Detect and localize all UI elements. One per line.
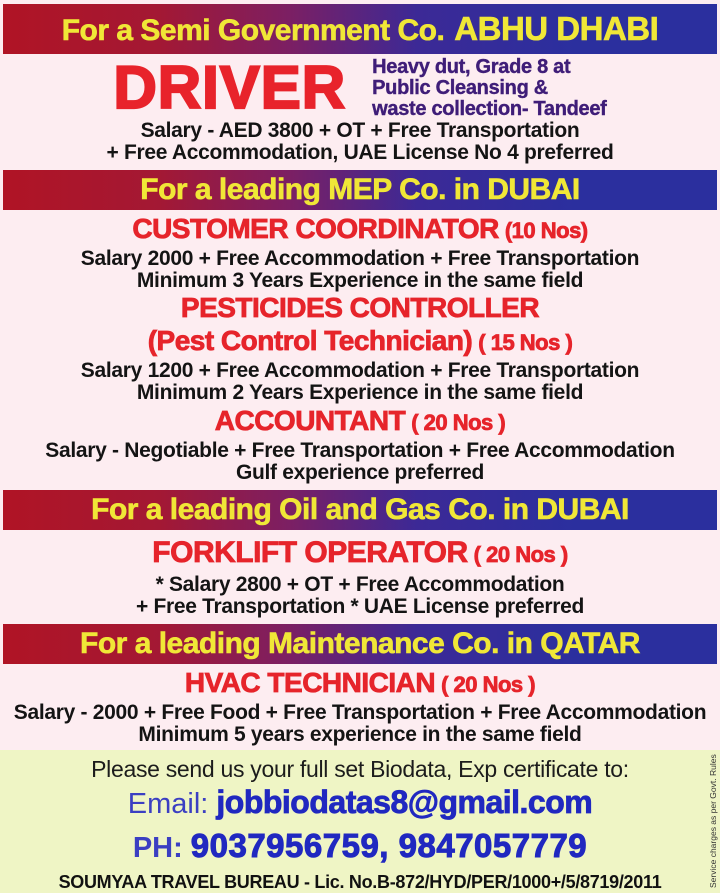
job-detail-line: Salary 2000 + Free Accommodation + Free Transportation <box>80 247 640 270</box>
banner-highlight-city: ABHU DHABI <box>454 10 659 47</box>
phone-label: PH: <box>132 832 183 864</box>
driver-job-header <box>0 54 720 121</box>
job-title-forklift-operator <box>0 534 720 574</box>
driver-detail-line: Salary - AED 3800 + OT + Free Transportation <box>140 119 580 142</box>
job-detail-line: Minimum 3 Years Experience in the same field <box>136 269 584 292</box>
contact-intro-text: Please send us your full set Biodata, Exp certificate to: <box>91 756 629 782</box>
job-name: FORKLIFT OPERATOR <box>152 536 468 569</box>
job-detail-line: Salary - 2000 + Free Food + Free Transportation + Free Accommodation <box>13 701 707 724</box>
email-line <box>0 783 720 828</box>
job-detail-line: + Free Transportation * UAE License preferred <box>135 595 585 618</box>
banner-text: For a Semi Government Co. <box>61 14 445 47</box>
job-detail-line: Salary 1200 + Free Accommodation + Free Transportation <box>80 359 640 382</box>
driver-subtitle-line: Heavy dut, Grade 8 at <box>372 55 571 78</box>
driver-subtitle-line: waste collection- Tandeef <box>372 97 607 120</box>
email-label: Email: <box>127 788 209 820</box>
job-subtitle-pest-control <box>0 324 720 360</box>
job-title-driver: DRIVER <box>113 54 347 121</box>
job-name: ACCOUNTANT <box>214 405 406 436</box>
phone-numbers: 9037956759, 9847057779 <box>190 827 588 864</box>
job-detail-line: Minimum 5 years experience in the same field <box>138 723 582 746</box>
job-subname: (Pest Control Technician) <box>147 325 473 356</box>
job-title-customer-coordinator <box>0 212 720 248</box>
email-address: jobbiodatas8@gmail.com <box>216 784 593 820</box>
job-name: CUSTOMER COORDINATOR <box>132 213 499 244</box>
job-detail-line: Salary - Negotiable + Free Transportation + Free Accommodation <box>45 439 675 462</box>
contact-footer <box>0 750 720 893</box>
job-detail-line: * Salary 2800 + OT + Free Accommodation <box>155 573 565 596</box>
company-banner-oil-gas-dubai: For a leading Oil and Gas Co. in DUBAI <box>3 490 717 530</box>
job-count: ( 15 Nos ) <box>478 330 573 355</box>
company-banner-maintenance-qatar: For a leading Maintenance Co. in QATAR <box>3 624 717 664</box>
job-detail-line: Minimum 2 Years Experience in the same field <box>136 381 584 404</box>
job-detail-line: Gulf experience preferred <box>235 461 485 484</box>
agency-license-text: SOUMYAA TRAVEL BUREAU - Lic. No.B-872/HYD/PER/1000+/5/8719/2011 <box>58 872 662 892</box>
job-title-accountant <box>0 404 720 440</box>
driver-detail-line: + Free Accommodation, UAE License No 4 preferred <box>106 141 614 164</box>
driver-subtitle-line: Public Cleansing & <box>372 76 548 99</box>
job-count: (10 Nos) <box>504 218 588 243</box>
job-count: ( 20 Nos ) <box>441 672 536 697</box>
driver-subtitle <box>372 57 606 120</box>
job-title-hvac-technician <box>0 666 720 702</box>
job-name: HVAC TECHNICIAN <box>184 667 436 698</box>
job-count: ( 20 Nos ) <box>411 410 506 435</box>
phone-line <box>0 828 720 871</box>
job-count: ( 20 Nos ) <box>473 542 568 567</box>
company-banner-semi-govt <box>3 4 717 54</box>
service-charges-note: Service charges as per Govt. Rules <box>708 754 718 889</box>
job-title-pesticides-controller: PESTICIDES CONTROLLER <box>180 292 540 323</box>
company-banner-mep-dubai: For a leading MEP Co. in DUBAI <box>3 170 717 210</box>
